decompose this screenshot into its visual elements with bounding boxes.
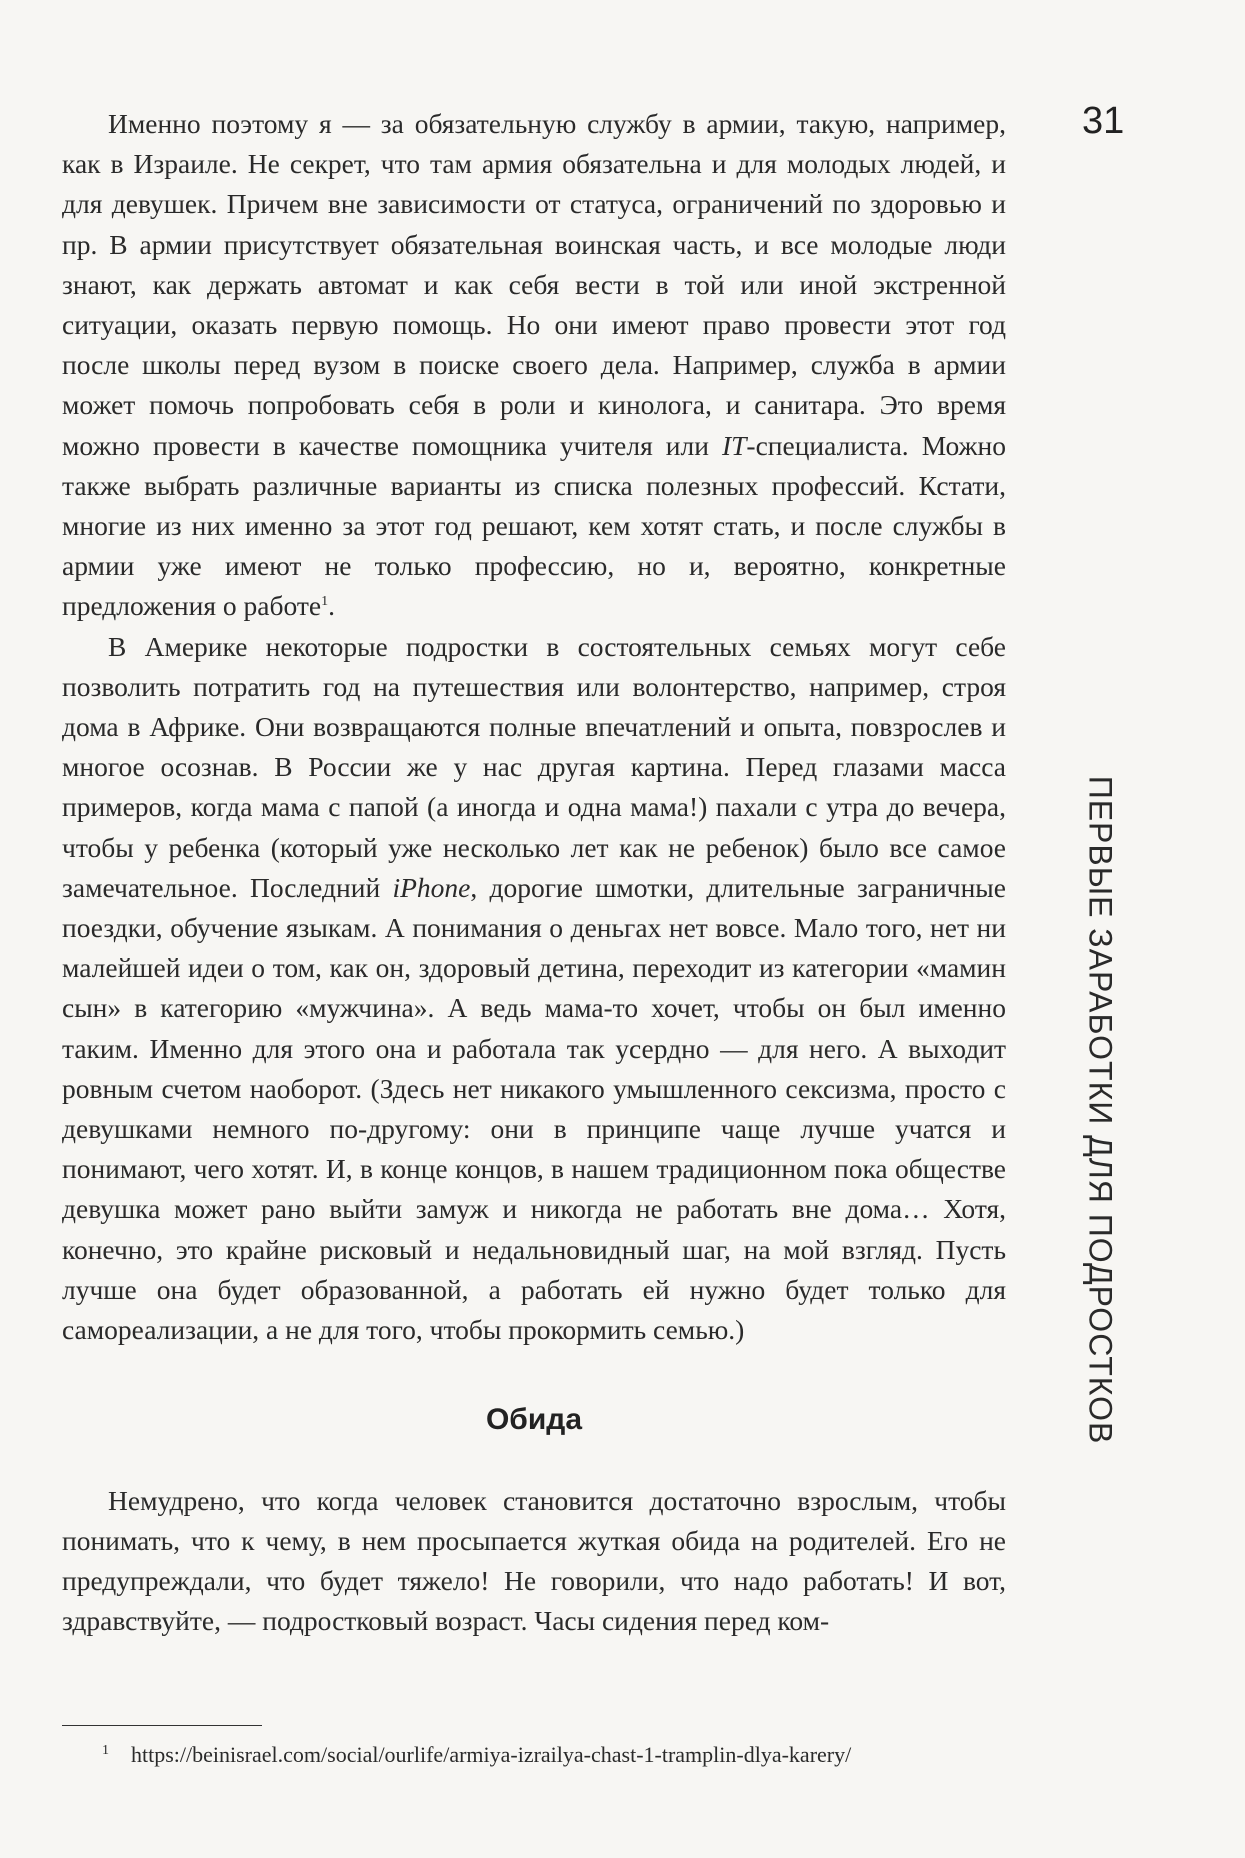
main-text: [62, 104, 1006, 1641]
footnote-marker: 1: [102, 1742, 109, 1758]
paragraph-america: В Америке некоторые подростки в состоятельных семьях могут себе позволить потратить год на путешествия или волонтерство, например, строя дома в Африке. Они возвращаются полные впечатлений и опыта, повзрослев и многое осознав. В России же у нас другая картина. Перед глазами масса примеров, когда мама с папой (а иногда и одна мама!) пахали с утра до вечера, чтобы у ребенка (который уже несколько лет как не ребенок) было все самое замечательное. Последний iPhone, дорогие шмотки, длительные заграничные поездки, обучение языкам. А понимания о деньгах нет вовсе. Мало того, нет ни малейшей идеи о том, как он, здоровый детина, переходит из категории «мамин сын» в категорию «мужчина». А ведь мама-то хочет, чтобы он был именно таким. Именно для этого она и работала так усердно — для него. А выходит ровным счетом наоборот. (Здесь нет никакого умышленного сексизма, просто с девушками немного по-другому: они в принципе чаще лучше учатся и понимают, чего хотят. И, в конце концов, в нашем традиционном пока обществе девушка может рано выйти замуж и никогда не работать вне дома… Хотя, конечно, это крайне рисковый и недальновидный шаг, на мой взгляд. Пусть лучше она будет образованной, а работать ей нужно будет только для самореализации, а не для того, чтобы прокормить семью.): [62, 630, 1006, 1346]
running-title: ПЕРВЫЕ ЗАРАБОТКИ ДЛЯ ПОДРОСТКОВ: [1082, 775, 1119, 1445]
paragraph-army: Именно поэтому я — за обязательную службу в армии, такую, например, как в Израиле. Не секрет, что там армия обязательна и для молодых людей, и для девушек. Причем вне зависимости от статуса, ограничений по здоровью и пр. В армии присутствует обязательная воинская часть, и все молодые люди знают, как держать автомат и как себя вести в той или иной экстренной ситуации, оказать первую помощь. Но они имеют право провести этот год после школы перед вузом в поиске своего дела. Например, служба в армии может помочь попробовать себя в роли и кинолога, и санитара. Это время можно провести в качестве помощника учителя или IT-специалиста. Можно также выбрать различные варианты из списка полезных профессий. Кстати, многие из них именно за этот год решают, кем хотят стать, и после службы в армии уже имеют не только профессию, но и, вероятно, конкретные предложения о работе$^1$.: [62, 108, 1007, 622]
footnote-url[interactable]: https://beinisrael.com/social/ourlife/armiya-izrailya-chast-1-tramplin-dlya-karery/: [131, 1742, 852, 1767]
footnote: [102, 1742, 851, 1768]
footnote-divider: [62, 1725, 262, 1726]
paragraph-resentment: Немудрено, что когда человек становится достаточно взрослым, чтобы понимать, что к чему, в нем просыпается жуткая обида на родителей. Его не предупреждали, что будет тяжело! Не говорили, что надо работать! И вот, здравствуйте, — подростковый возраст. Часы сидения перед ком-: [62, 1484, 1006, 1637]
footnote-reference[interactable]: 1: [321, 594, 329, 610]
section-heading: Обида: [485, 1403, 583, 1437]
page-number: 31: [1082, 100, 1125, 142]
